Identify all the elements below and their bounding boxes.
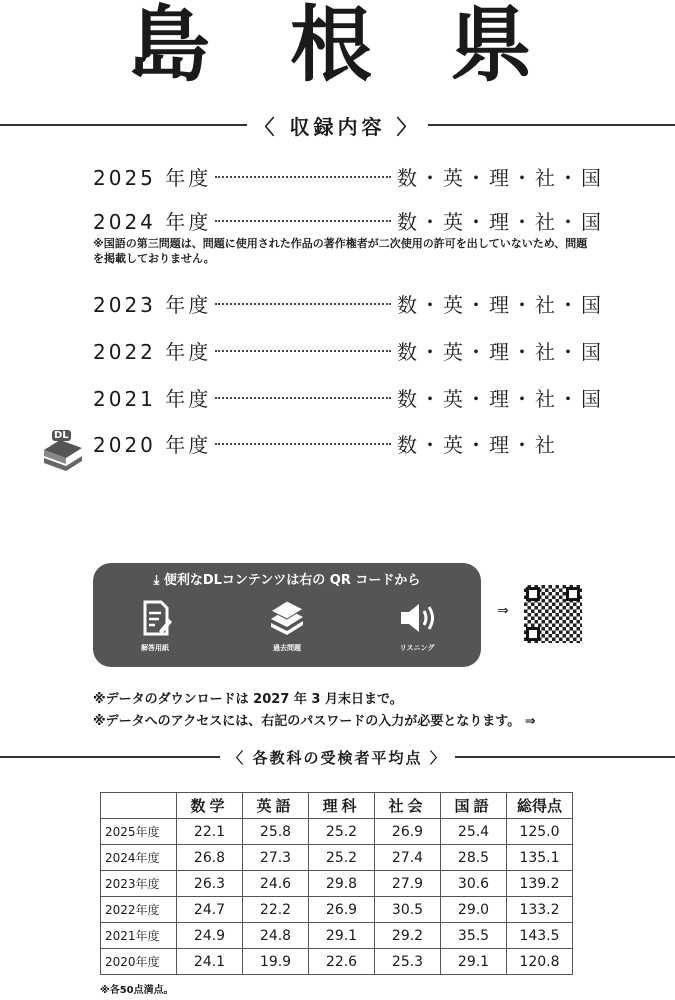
score-cell: 35.5 (441, 923, 507, 949)
year: 2025 年度 (93, 165, 212, 190)
score-cell: 22.6 (309, 949, 375, 975)
qr-code[interactable] (524, 585, 582, 643)
download-deadline-note: ※データのダウンロードは 2027 年 3 月末日まで。 (93, 692, 403, 707)
year: 2024 年度 (93, 209, 212, 234)
item-label: 解答用紙 (141, 644, 169, 652)
score-cell: 22.2 (243, 897, 309, 923)
year: 2020 年度 (93, 432, 212, 457)
score-cell: 29.2 (375, 923, 441, 949)
contents-row (93, 290, 613, 316)
score-cell: 24.1 (177, 949, 243, 975)
leader-dots (215, 176, 391, 178)
download-icon: ⤓ (153, 573, 164, 588)
table-row (101, 897, 573, 923)
score-cell: 24.9 (177, 923, 243, 949)
subjects: 数・英・理・社・国 (397, 292, 604, 317)
score-cell: 22.1 (177, 819, 243, 845)
column-header: 数学 (177, 793, 243, 819)
score-cell: 25.2 (309, 845, 375, 871)
score-cell: 133.2 (507, 897, 573, 923)
table-row (101, 949, 573, 975)
score-cell: 24.6 (243, 871, 309, 897)
footnote: ※各50点満点。 (100, 985, 174, 996)
page-title (0, 0, 675, 95)
arrow-icon: ⇒ (497, 603, 509, 619)
score-cell: 30.5 (375, 897, 441, 923)
subjects: 数・英・理・社・国 (397, 386, 604, 411)
title-char: 根 (290, 0, 373, 93)
year: 2023 年度 (93, 292, 212, 317)
score-cell: 29.1 (441, 949, 507, 975)
dl-caption: 便利なDLコンテンツは右の QR コードから (163, 573, 421, 588)
contents-row (93, 163, 613, 189)
score-cell: 25.2 (309, 819, 375, 845)
title-char: 島 (128, 0, 211, 93)
subjects: 数・英・理・社・国 (397, 165, 604, 190)
average-scores-table (100, 792, 573, 975)
score-cell: 120.8 (507, 949, 573, 975)
score-cell: 27.4 (375, 845, 441, 871)
contents-row (93, 207, 613, 233)
subjects: 数・英・理・社 (397, 432, 558, 457)
score-cell: 25.8 (243, 819, 309, 845)
note-2024: ※国語の第三問題は、問題に使用された作品の著作権者が二次使用の許可を出していないため、問題を掲載しておりません。 (93, 237, 588, 265)
table-row (101, 845, 573, 871)
leader-dots (215, 350, 391, 352)
subjects: 数・英・理・社・国 (397, 209, 604, 234)
score-cell: 139.2 (507, 871, 573, 897)
row-year: 2020年度 (101, 949, 177, 975)
score-cell: 26.3 (177, 871, 243, 897)
dl-book-icon (40, 428, 86, 472)
row-year: 2025年度 (101, 819, 177, 845)
row-year: 2021年度 (101, 923, 177, 949)
column-header: 社会 (375, 793, 441, 819)
contents-row (93, 337, 613, 363)
score-cell: 25.4 (441, 819, 507, 845)
year: 2021 年度 (93, 386, 212, 411)
scores-header-text: 〈 各教科の受検者平均点 〉 (228, 748, 447, 767)
contents-row (93, 430, 613, 456)
score-cell: 24.8 (243, 923, 309, 949)
past-exams-item (247, 599, 327, 653)
row-year: 2023年度 (101, 871, 177, 897)
dl-content-box (93, 563, 481, 667)
table-row (101, 923, 573, 949)
item-label: リスニング (399, 644, 435, 652)
score-cell: 29.8 (309, 871, 375, 897)
score-cell: 27.9 (375, 871, 441, 897)
contents-header (0, 113, 675, 137)
scores-header (0, 745, 675, 769)
score-cell: 26.9 (309, 897, 375, 923)
leader-dots (215, 303, 391, 305)
score-cell: 29.1 (309, 923, 375, 949)
year: 2022 年度 (93, 339, 212, 364)
row-year: 2024年度 (101, 845, 177, 871)
password-note: ※データへのアクセスには、右記のパスワードの入力が必要となります。 ⇒ (93, 714, 536, 729)
listening-item (377, 599, 457, 653)
table-header-row (101, 793, 573, 819)
column-header: 理科 (309, 793, 375, 819)
score-cell: 25.3 (375, 949, 441, 975)
score-cell: 28.5 (441, 845, 507, 871)
row-year: 2022年度 (101, 897, 177, 923)
dl-badge: DL (54, 430, 69, 441)
item-label: 過去問題 (273, 644, 301, 652)
score-cell: 26.9 (375, 819, 441, 845)
contents-header-text: 〈 収録内容 〉 (254, 114, 421, 139)
score-cell: 30.6 (441, 871, 507, 897)
score-cell: 125.0 (507, 819, 573, 845)
score-cell: 19.9 (243, 949, 309, 975)
score-cell: 135.1 (507, 845, 573, 871)
leader-dots (215, 220, 391, 222)
table-row (101, 819, 573, 845)
title-char: 県 (450, 0, 533, 93)
table-row (101, 871, 573, 897)
column-header: 国語 (441, 793, 507, 819)
books-icon (267, 599, 307, 637)
leader-dots (215, 443, 391, 445)
document-pen-icon (137, 599, 173, 637)
score-cell: 143.5 (507, 923, 573, 949)
score-cell: 27.3 (243, 845, 309, 871)
speaker-icon (397, 599, 437, 637)
subjects: 数・英・理・社・国 (397, 339, 604, 364)
score-cell: 26.8 (177, 845, 243, 871)
answer-sheet-item (115, 599, 195, 653)
score-cell: 29.0 (441, 897, 507, 923)
column-header: 英語 (243, 793, 309, 819)
score-cell: 24.7 (177, 897, 243, 923)
contents-row (93, 384, 613, 410)
leader-dots (215, 397, 391, 399)
column-header: 総得点 (507, 793, 573, 819)
